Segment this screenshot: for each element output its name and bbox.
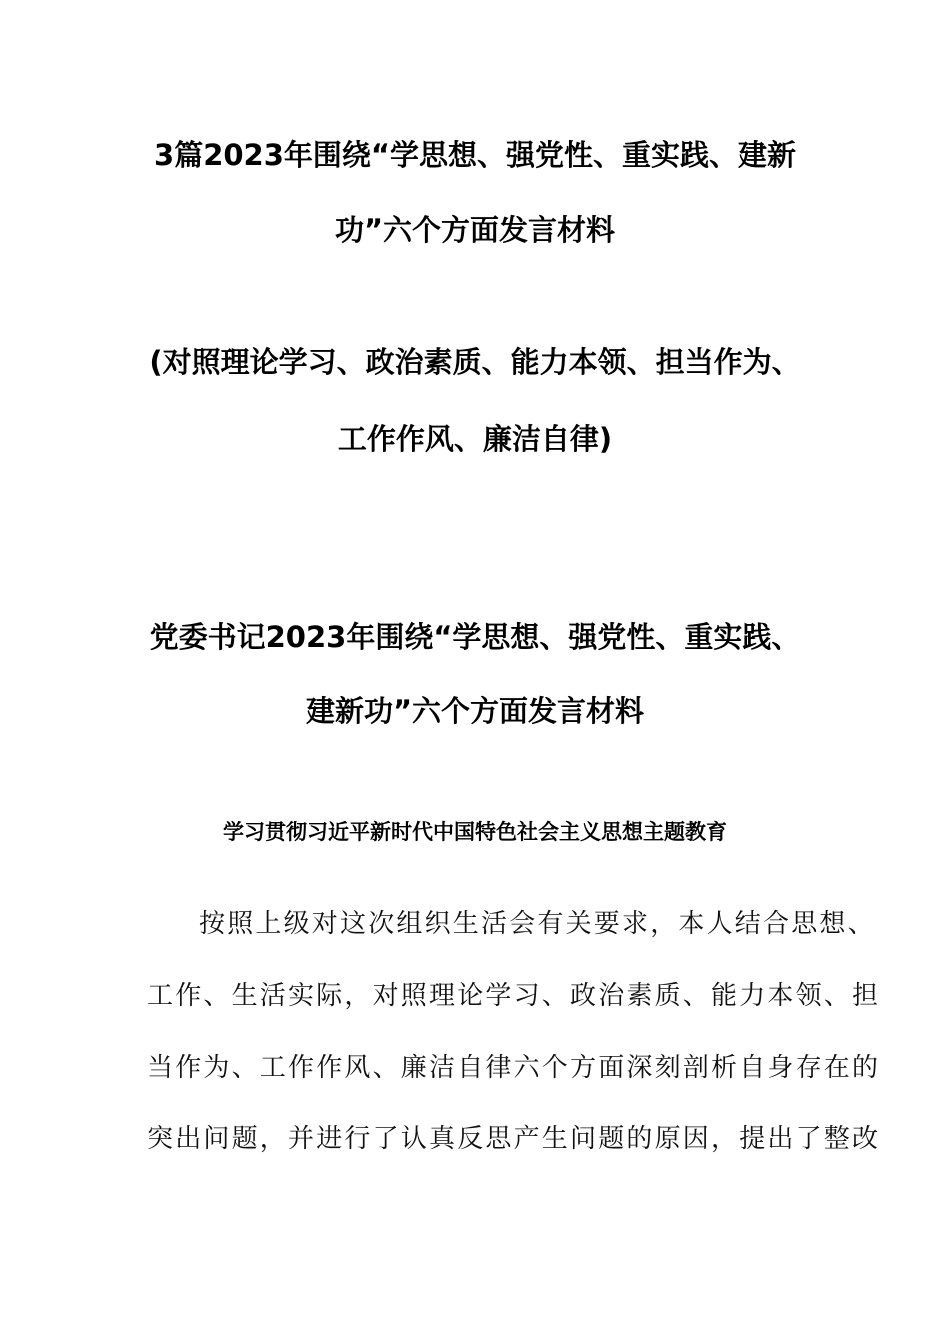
scope-note-line-2: 工作作风、廉洁自律) <box>337 422 613 456</box>
body-paragraph-line-1: 按照上级对这次组织生活会有关要求，本人结合思想、 <box>199 909 876 939</box>
article-subtitle: 学习贯彻习近平新时代中国特色社会主义思想主题教育 <box>223 820 727 844</box>
article-title-line-1: 党委书记2023年围绕“学思想、强党性、重实践、 <box>149 620 801 654</box>
scope-note-line-1: (对照理论学习、政治素质、能力本领、担当作为、 <box>149 345 801 379</box>
main-title-line-2: 功”六个方面发言材料 <box>334 213 616 247</box>
body-paragraph-line-4: 突出问题，并进行了认真反思产生问题的原因，提出了整改 <box>147 1124 881 1154</box>
main-title-line-1: 3篇2023年围绕“学思想、强党性、重实践、建新 <box>154 138 796 172</box>
article-title-line-2: 建新功”六个方面发言材料 <box>305 694 645 728</box>
body-paragraph-line-2: 工作、生活实际，对照理论学习、政治素质、能力本领、担 <box>147 981 881 1011</box>
body-paragraph-line-3: 当作为、工作作风、廉洁自律六个方面深刻剖析自身存在的 <box>147 1053 881 1083</box>
